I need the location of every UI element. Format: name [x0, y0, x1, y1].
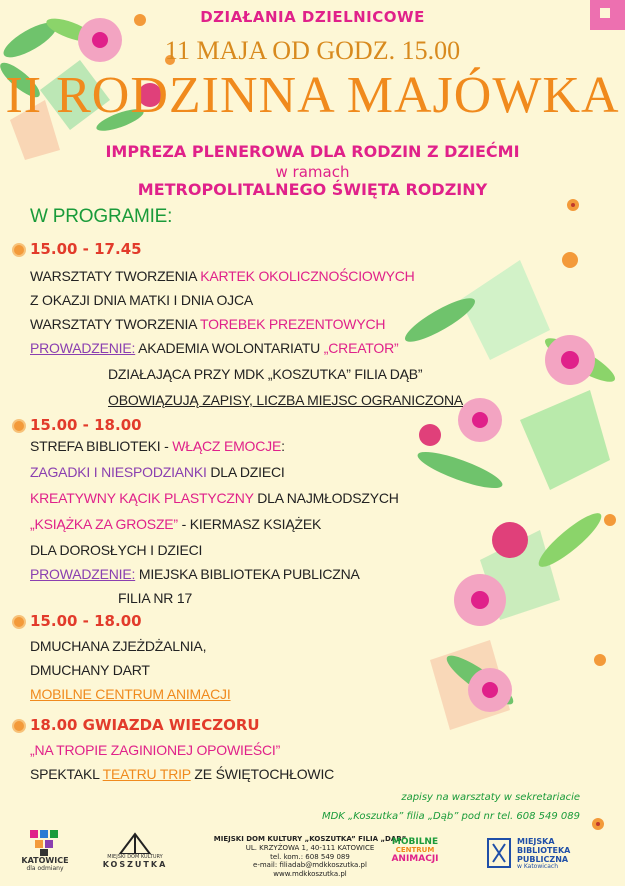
program-line: MOBILNE CENTRUM ANIMACJI: [30, 686, 231, 702]
koszutka-logo: MIEJSKI DOM KULTURY KOSZUTKA: [100, 832, 170, 869]
contact-address: MIEJSKI DOM KULTURY „KOSZUTKA” FILIA „DĄB” UL. KRZYŻOWA 1, 40-111 KATOWICE tel. kom.: 608 549 089 e-mail: filiadab@mdkkoszutka.pl www.mdkkoszutka.pl: [213, 835, 407, 878]
event-date: 11 MAJA OD GODZ. 15.00: [164, 36, 461, 65]
program-heading: W PROGRAMIE:: [30, 206, 173, 227]
subtitle-line-2: w ramach: [275, 163, 350, 181]
flower-bullet-icon: [14, 721, 24, 731]
program-line: OBOWIĄZUJĄ ZAPISY, LICZBA MIEJSC OGRANICZONA: [108, 392, 464, 408]
program-line: PROWADZENIE: AKADEMIA WOLONTARIATU „CREATOR”: [30, 340, 399, 356]
program-line: WARSZTATY TWORZENIA KARTEK OKOLICZNOŚCIOWYCH: [30, 268, 415, 284]
small-flower-icon: [565, 197, 581, 213]
time-slot-4: 18.00 GWIAZDA WIECZORU: [14, 716, 260, 734]
program-line: DMUCHANA ZJEŻDŻALNIA,: [30, 638, 207, 654]
program-line: FILIA NR 17: [118, 590, 193, 606]
page-title: II RODZINNA MAJÓWKA: [5, 67, 620, 124]
katowice-logo: KATOWICE dla odmiany: [20, 830, 70, 872]
subtitle-line-3: METROPOLITALNEGO ŚWIĘTA RODZINY: [137, 180, 488, 199]
mobilne-centrum-animacji-logo: MOBILNE CENTRUM ANIMACJI: [391, 837, 439, 864]
time-slot-3: 15.00 - 18.00: [14, 612, 142, 630]
flower-bullet-icon: [14, 421, 24, 431]
program-line: STREFA BIBLIOTEKI - WŁĄCZ EMOCJE:: [30, 438, 285, 454]
time-slot-2: 15.00 - 18.00: [14, 416, 142, 434]
library-logo-icon: [487, 838, 511, 868]
program-line: „NA TROPIE ZAGINIONEJ OPOWIEŚCI”: [30, 742, 281, 758]
program-line: KREATYWNY KĄCIK PLASTYCZNY DLA NAJMŁODSZYCH: [30, 490, 399, 506]
koszutka-logo-icon: [115, 832, 155, 854]
program-line: DLA DOROSŁYCH I DZIECI: [30, 542, 203, 558]
floral-decoration-right: [400, 240, 625, 780]
program-line: „KSIĄŻKA ZA GROSZE” - KIERMASZ KSIĄŻEK: [30, 516, 322, 532]
small-flower-icon: [590, 816, 606, 832]
flower-bullet-icon: [14, 617, 24, 627]
program-line: PROWADZENIE: MIEJSKA BIBLIOTEKA PUBLICZNA: [30, 566, 360, 582]
registration-note: zapisy na warsztaty w sekretariacie MDK „Koszutka” filia „Dąb” pod nr tel. 608 549 089: [321, 792, 580, 822]
biblioteka-logo: MIEJSKA BIBLIOTEKA PUBLICZNA w Katowicach: [487, 838, 597, 871]
flower-bullet-icon: [14, 245, 24, 255]
program-line: SPEKTAKL TEATRU TRIP ZE ŚWIĘTOCHŁOWIC: [30, 766, 335, 782]
program-line: Z OKAZJI DNIA MATKI I DNIA OJCA: [30, 292, 254, 308]
subtitle-line-1: IMPREZA PLENEROWA DLA RODZIN Z DZIEĆMI: [105, 142, 520, 161]
time-slot-1: 15.00 - 17.45: [14, 240, 142, 258]
category-label: DZIAŁANIA DZIELNICOWE: [200, 8, 425, 26]
program-line: DMUCHANY DART: [30, 662, 150, 678]
program-line: ZAGADKI I NIESPODZIANKI DLA DZIECI: [30, 464, 285, 480]
program-line: WARSZTATY TWORZENIA TOREBEK PREZENTOWYCH: [30, 316, 386, 332]
katowice-logo-icon: [30, 830, 60, 856]
program-line: DZIAŁAJĄCA PRZY MDK „KOSZUTKA” FILIA DĄB”: [108, 366, 423, 382]
